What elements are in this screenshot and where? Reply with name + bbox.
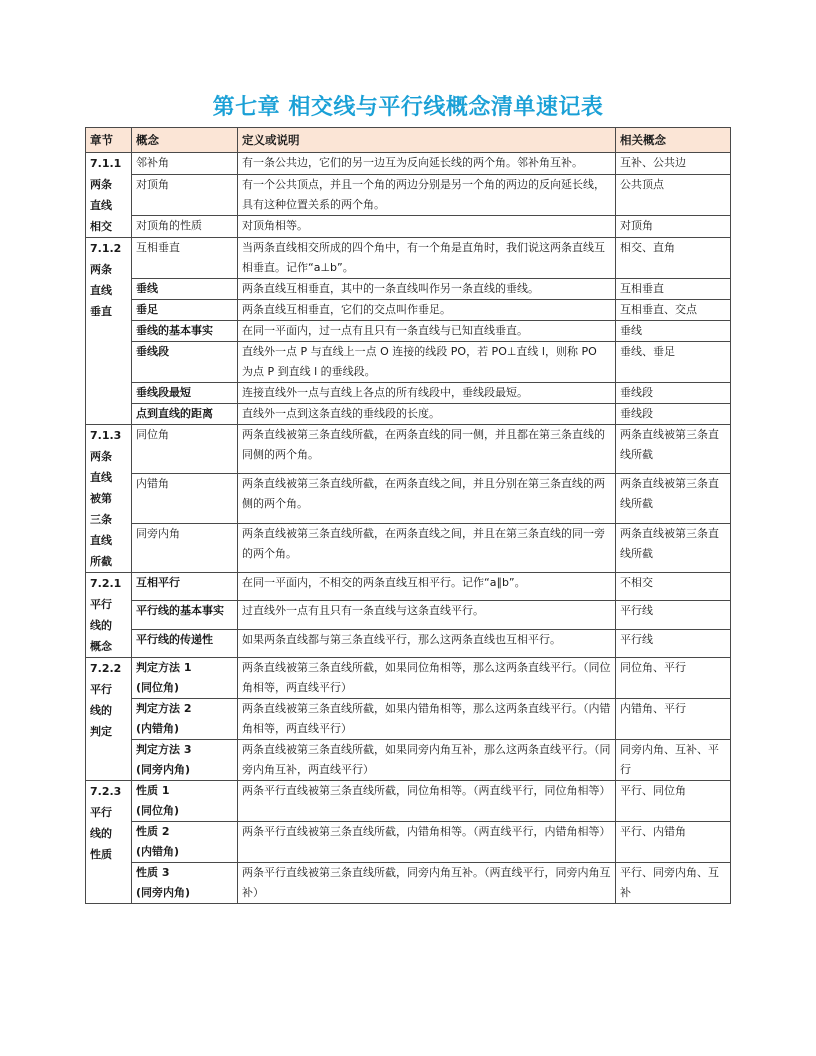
related-cell: 两条直线被第三条直线所截 (616, 523, 731, 572)
related-cell: 垂线段 (616, 383, 731, 404)
concept-text: 邻补角 (136, 156, 169, 169)
concept-cell (132, 523, 238, 572)
concept-cell (132, 629, 238, 657)
section-name-line: 概念 (90, 640, 112, 653)
section-name-line: 性质 (90, 848, 112, 861)
concept-cell (132, 573, 238, 601)
section-cell (86, 573, 132, 658)
definition-cell: 对顶角相等。 (238, 216, 616, 238)
header-definition: 定义或说明 (238, 128, 616, 153)
definition-cell: 在同一平面内，过一点有且只有一条直线与已知直线垂直。 (238, 321, 616, 342)
concept-cell (132, 300, 238, 321)
definition-cell: 两条直线被第三条直线所截，如果同位角相等，那么这两条直线平行。（同位角相等，两直线平行） (238, 658, 616, 699)
table-row (86, 523, 731, 572)
table-row (86, 699, 731, 740)
concept-cell (132, 822, 238, 863)
section-cell (86, 781, 132, 904)
concept-text: 判定方法 1 (136, 661, 192, 674)
concept-cell (132, 383, 238, 404)
section-name-line: 直线 (90, 284, 112, 297)
concept-cell (132, 238, 238, 279)
concept-text: 平行线的基本事实 (136, 604, 224, 618)
concept-cell (132, 781, 238, 822)
definition-cell: 两条平行直线被第三条直线所截，同位角相等。（两直线平行，同位角相等） (238, 781, 616, 822)
definition-cell: 有一条公共边，它们的另一边互为反向延长线的两个角。邻补角互补。 (238, 153, 616, 175)
table-row (86, 740, 731, 781)
concept-cell (132, 425, 238, 474)
section-name-line: 线的 (90, 619, 112, 632)
section-cell (86, 153, 132, 238)
concept-text: 垂线段最短 (136, 386, 191, 399)
table-row (86, 153, 731, 175)
related-cell: 互补、公共边 (616, 153, 731, 175)
table-row (86, 863, 731, 904)
concept-text: (同位角) (136, 681, 180, 694)
concept-text: (内错角) (136, 722, 180, 735)
concept-cell (132, 321, 238, 342)
section-name-line: 垂直 (90, 305, 112, 318)
definition-cell: 连接直线外一点与直线上各点的所有线段中，垂线段最短。 (238, 383, 616, 404)
related-cell: 互相垂直、交点 (616, 300, 731, 321)
definition-cell: 如果两条直线都与第三条直线平行，那么这两条直线也互相平行。 (238, 629, 616, 657)
concept-cell (132, 601, 238, 629)
table-row (86, 601, 731, 629)
definition-cell: 当两条直线相交所成的四个角中，有一个角是直角时，我们说这两条直线互相垂直。记作“a⊥b”。 (238, 238, 616, 279)
related-cell: 平行线 (616, 601, 731, 629)
table-row (86, 321, 731, 342)
table-header-row (86, 128, 731, 153)
section-name-line: 平行 (90, 683, 112, 696)
definition-cell: 两条直线被第三条直线所截，在两条直线之间，并且在第三条直线的同一旁的两个角。 (238, 523, 616, 572)
concept-text: 平行线的传递性 (136, 632, 213, 646)
section-name-line: 两条 (90, 178, 112, 191)
definition-cell: 直线外一点 P 与直线上一点 O 连接的线段 PO，若 PO⊥直线 l，则称 PO 为点 P 到直线 l 的垂线段。 (238, 342, 616, 383)
related-cell: 不相交 (616, 573, 731, 601)
section-number: 7.1.2 (90, 242, 122, 255)
section-name-line: 被第 (90, 492, 112, 505)
concept-text: 垂足 (136, 303, 158, 316)
concept-text: (内错角) (136, 845, 180, 858)
definition-cell: 两条直线被第三条直线所截，如果同旁内角互补，那么这两条直线平行。（同旁内角互补，两直线平行） (238, 740, 616, 781)
related-cell: 互相垂直 (616, 279, 731, 300)
related-cell: 公共顶点 (616, 174, 731, 216)
concept-text: 判定方法 2 (136, 702, 192, 715)
related-cell: 垂线 (616, 321, 731, 342)
table-row (86, 342, 731, 383)
related-cell: 内错角、平行 (616, 699, 731, 740)
section-name-line: 两条 (90, 450, 112, 463)
section-name-line: 判定 (90, 725, 112, 738)
related-cell: 平行、同旁内角、互补 (616, 863, 731, 904)
definition-cell: 两条直线被第三条直线所截，如果内错角相等，那么这两条直线平行。（内错角相等，两直线平行） (238, 699, 616, 740)
table-row (86, 573, 731, 601)
concept-table (85, 127, 731, 904)
related-cell: 平行、同位角 (616, 781, 731, 822)
table-row (86, 238, 731, 279)
definition-cell: 直线外一点到这条直线的垂线段的长度。 (238, 404, 616, 425)
definition-cell: 两条直线被第三条直线所截，在两条直线之间，并且分别在第三条直线的两侧的两个角。 (238, 474, 616, 523)
concept-text: 对顶角的性质 (136, 219, 202, 233)
table-row (86, 404, 731, 425)
definition-cell: 两条直线互相垂直，它们的交点叫作垂足。 (238, 300, 616, 321)
section-name-line: 线的 (90, 704, 112, 717)
table-body (86, 153, 731, 904)
header-related: 相关概念 (616, 128, 731, 153)
related-cell: 对顶角 (616, 216, 731, 238)
concept-text: (同旁内角) (136, 886, 191, 899)
table-row (86, 474, 731, 523)
section-number: 7.2.2 (90, 662, 122, 675)
definition-cell: 有一个公共顶点，并且一个角的两边分别是另一个角的两边的反向延长线，具有这种位置关系的两个角。 (238, 174, 616, 216)
concept-text: (同旁内角) (136, 763, 191, 776)
section-cell (86, 425, 132, 573)
header-concept: 概念 (132, 128, 238, 153)
table-row (86, 658, 731, 699)
concept-cell (132, 279, 238, 300)
definition-cell: 在同一平面内，不相交的两条直线互相平行。记作“a∥b”。 (238, 573, 616, 601)
concept-text: 同位角 (136, 428, 169, 441)
concept-cell (132, 404, 238, 425)
definition-cell: 两条直线互相垂直，其中的一条直线叫作另一条直线的垂线。 (238, 279, 616, 300)
concept-cell (132, 863, 238, 904)
concept-text: 垂线 (136, 282, 158, 295)
related-cell: 相交、直角 (616, 238, 731, 279)
concept-text: 性质 3 (136, 866, 170, 879)
related-cell: 平行、内错角 (616, 822, 731, 863)
concept-text: 对顶角 (136, 177, 169, 191)
table-row (86, 174, 731, 216)
related-cell: 平行线 (616, 629, 731, 657)
section-cell (86, 238, 132, 425)
related-cell: 垂线、垂足 (616, 342, 731, 383)
related-cell: 垂线段 (616, 404, 731, 425)
page-title: 第七章 相交线与平行线概念清单速记表 (212, 95, 604, 120)
section-name-line: 三条 (90, 513, 112, 526)
section-name-line: 直线 (90, 534, 112, 547)
concept-text: 互相平行 (136, 576, 180, 589)
definition-cell: 两条直线被第三条直线所截，在两条直线的同一侧，并且都在第三条直线的同侧的两个角。 (238, 425, 616, 474)
concept-text: 性质 2 (136, 825, 170, 838)
section-cell (86, 658, 132, 781)
related-cell: 两条直线被第三条直线所截 (616, 425, 731, 474)
concept-text: 垂线的基本事实 (136, 324, 213, 337)
definition-cell: 两条平行直线被第三条直线所截，内错角相等。（两直线平行，内错角相等） (238, 822, 616, 863)
section-name-line: 相交 (90, 220, 112, 233)
section-name-line: 直线 (90, 199, 112, 212)
concept-cell (132, 474, 238, 523)
concept-cell (132, 740, 238, 781)
related-cell: 同位角、平行 (616, 658, 731, 699)
table-row (86, 629, 731, 657)
section-name-line: 平行 (90, 806, 112, 819)
table-row (86, 383, 731, 404)
concept-cell (132, 699, 238, 740)
related-cell: 同旁内角、互补、平行 (616, 740, 731, 781)
concept-text: 互相垂直 (136, 241, 180, 254)
table-row (86, 279, 731, 300)
section-number: 7.1.3 (90, 429, 122, 442)
section-number: 7.2.1 (90, 577, 122, 590)
header-chapter: 章节 (86, 128, 132, 153)
concept-cell (132, 216, 238, 238)
section-number: 7.1.1 (90, 157, 122, 170)
concept-text: 垂线段 (136, 345, 169, 358)
concept-cell (132, 153, 238, 175)
table-row (86, 425, 731, 474)
section-name-line: 线的 (90, 827, 112, 840)
concept-text: 判定方法 3 (136, 743, 192, 756)
table-row (86, 822, 731, 863)
concept-cell (132, 658, 238, 699)
related-cell: 两条直线被第三条直线所截 (616, 474, 731, 523)
concept-cell (132, 342, 238, 383)
definition-cell: 过直线外一点有且只有一条直线与这条直线平行。 (238, 601, 616, 629)
definition-cell: 两条平行直线被第三条直线所截，同旁内角互补。（两直线平行，同旁内角互补） (238, 863, 616, 904)
section-name-line: 所截 (90, 555, 112, 568)
concept-text: 点到直线的距离 (136, 407, 213, 420)
table-row (86, 781, 731, 822)
section-number: 7.2.3 (90, 785, 122, 798)
table-row (86, 216, 731, 238)
concept-text: 内错角 (136, 477, 169, 491)
table-row (86, 300, 731, 321)
section-name-line: 平行 (90, 598, 112, 611)
section-name-line: 直线 (90, 471, 112, 484)
concept-text: (同位角) (136, 804, 180, 817)
section-name-line: 两条 (90, 263, 112, 276)
concept-cell (132, 174, 238, 216)
concept-text: 性质 1 (136, 784, 170, 797)
concept-text: 同旁内角 (136, 526, 180, 540)
